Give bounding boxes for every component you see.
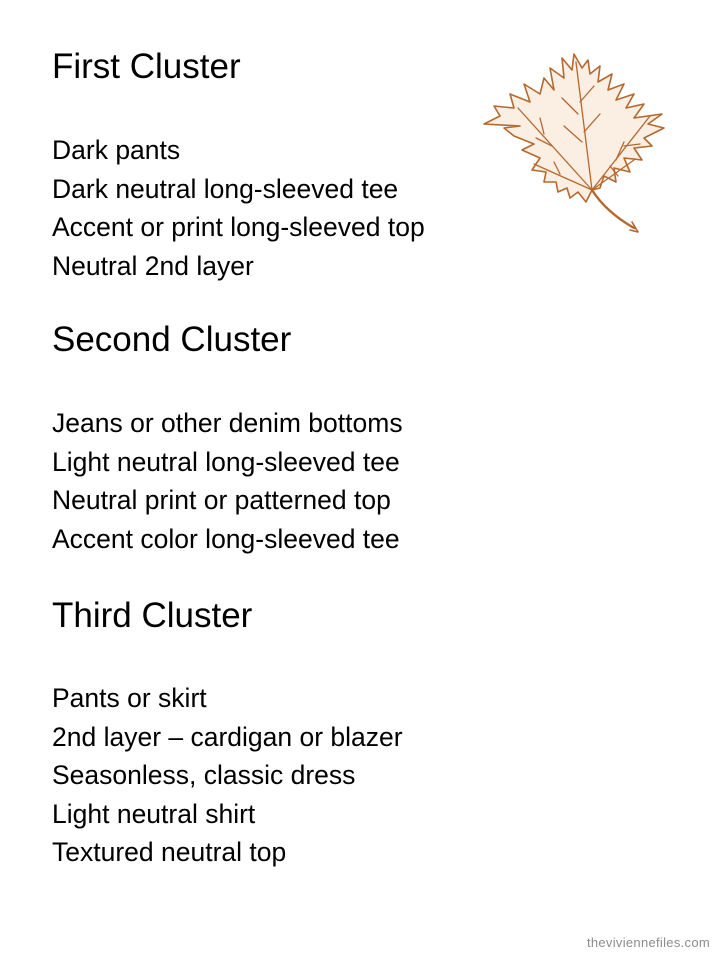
list-item: Seasonless, classic dress: [52, 760, 356, 790]
list-item: 2nd layer – cardigan or blazer: [52, 721, 403, 752]
cluster-item-list: [52, 679, 492, 872]
first-cluster-section: [52, 47, 492, 285]
cluster-title: Second Cluster: [52, 320, 292, 359]
list-item: Dark pants: [52, 135, 181, 165]
list-item: Accent color long-sleeved tee: [52, 523, 400, 554]
second-cluster-section: [52, 320, 492, 558]
cluster-title: First Cluster: [52, 47, 241, 86]
cluster-item-list: [52, 404, 492, 558]
list-item: Light neutral shirt: [52, 798, 256, 829]
list-item: Neutral 2nd layer: [52, 250, 254, 281]
list-item: Jeans or other denim bottoms: [52, 408, 403, 438]
cluster-item-list: [52, 131, 492, 285]
list-item: Light neutral long-sleeved tee: [52, 446, 400, 477]
cluster-title: Third Cluster: [52, 596, 253, 635]
list-item: Accent or print long-sleeved top: [52, 212, 425, 242]
list-item: Textured neutral top: [52, 837, 287, 867]
watermark-text: theviviennefiles.com: [586, 935, 710, 950]
list-item: Dark neutral long-sleeved tee: [52, 173, 399, 204]
third-cluster-section: [52, 596, 492, 872]
list-item: Pants or skirt: [52, 683, 207, 713]
maple-leaf-icon: [474, 42, 674, 237]
list-item: Neutral print or patterned top: [52, 485, 391, 515]
